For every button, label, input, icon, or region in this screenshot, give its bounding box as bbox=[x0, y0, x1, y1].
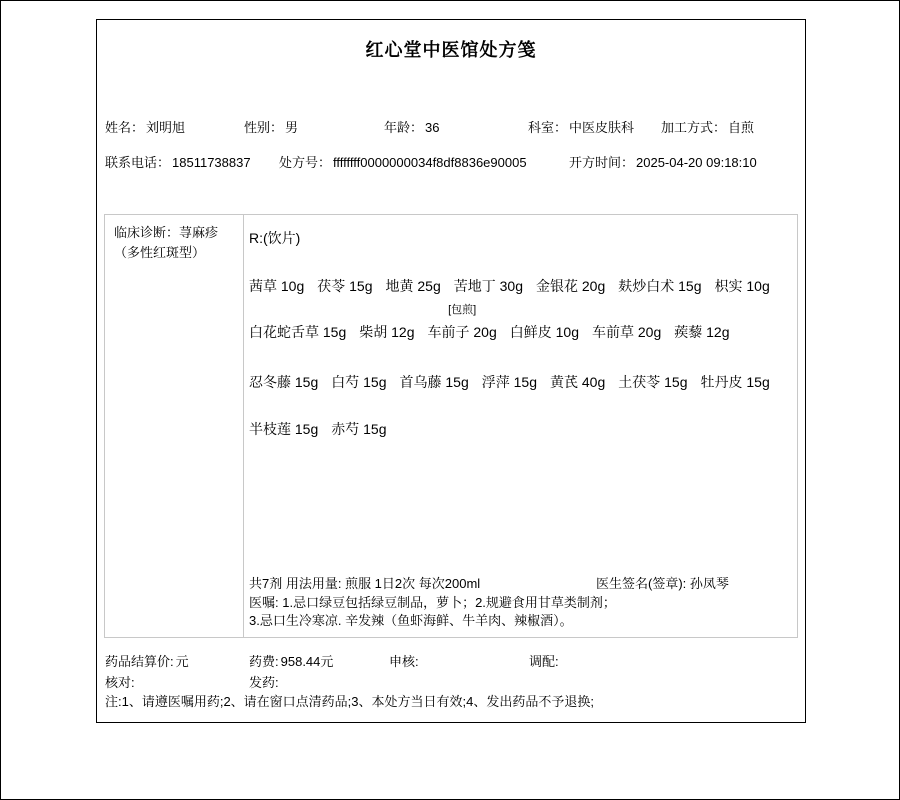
issue-time-field bbox=[569, 152, 757, 171]
medical-advice-line1: 医嘱: 1.忌口绿豆包括绿豆制品，萝卜；2.规避食用甘草类制剂； bbox=[249, 595, 616, 610]
patient-gender-label: 性别： bbox=[244, 120, 284, 135]
patient-age-value: 36 bbox=[425, 120, 440, 135]
medicine-text: 麸炒白术 15g bbox=[618, 278, 702, 294]
medicine-item bbox=[715, 276, 770, 296]
medicine-item bbox=[550, 372, 605, 392]
department-field bbox=[528, 117, 634, 136]
diagnosis-line2: （多性红斑型） bbox=[114, 245, 206, 260]
medicine-item bbox=[249, 302, 346, 342]
phone-label: 联系电话： bbox=[105, 155, 171, 170]
prescription-number-field bbox=[279, 152, 527, 171]
department-label: 科室： bbox=[528, 120, 568, 135]
clinical-diagnosis bbox=[105, 215, 244, 637]
issue-time-value: 2025-04-20 09:18:10 bbox=[636, 155, 757, 170]
patient-age-field bbox=[384, 117, 439, 136]
medicine-item bbox=[536, 276, 605, 296]
settlement-price-label: 药品结算价: bbox=[105, 654, 174, 669]
medicine-text: 蒺藜 12g bbox=[674, 324, 730, 340]
check-field: 核对: bbox=[105, 675, 135, 690]
medicine-item bbox=[249, 372, 318, 392]
medicine-item bbox=[482, 372, 537, 392]
decoction-note: [包煎] bbox=[448, 304, 477, 316]
medicine-text: 苦地丁 30g bbox=[453, 278, 523, 294]
medicine-item bbox=[249, 419, 318, 439]
medicine-text: 茜草 10g bbox=[249, 278, 305, 294]
medicine-item bbox=[701, 372, 770, 392]
medicine-text: 金银花 20g bbox=[536, 278, 606, 294]
phone-value: 18511738837 bbox=[172, 155, 251, 170]
medicine-fee-value: 958.44元 bbox=[280, 654, 334, 669]
medicine-item bbox=[510, 302, 579, 342]
medicine-item bbox=[386, 276, 441, 296]
patient-age-label: 年龄： bbox=[384, 120, 424, 135]
medicine-text: 忍冬藤 15g bbox=[249, 374, 319, 390]
medicine-row bbox=[249, 372, 770, 392]
doctor-signature-label: 医生签名(签章): bbox=[596, 576, 690, 591]
patient-name-value: 刘明旭 bbox=[146, 120, 186, 135]
medicine-row bbox=[249, 276, 770, 296]
medicine-text: 车前草 20g bbox=[592, 324, 662, 340]
medicine-item bbox=[249, 276, 304, 296]
patient-gender-value: 男 bbox=[285, 120, 299, 135]
prepare-field: 调配: bbox=[529, 654, 559, 669]
medicine-fee-field bbox=[249, 651, 333, 670]
medical-advice-line2: 3.忌口生冷寒凉. 辛发辣（鱼虾海鲜、牛羊肉、辣椒酒）。 bbox=[249, 613, 573, 628]
medicine-item bbox=[317, 276, 372, 296]
medicine-text: 首乌藤 15g bbox=[399, 374, 469, 390]
medicine-text: 白花蛇舌草 15g bbox=[249, 324, 347, 340]
medicine-row bbox=[249, 302, 730, 342]
review-field: 申核: bbox=[389, 654, 419, 669]
department-value: 中医皮肤科 bbox=[569, 120, 635, 135]
medicine-text: 茯苓 15g bbox=[317, 278, 373, 294]
medicine-item bbox=[674, 302, 729, 342]
medicine-item bbox=[359, 302, 414, 342]
medicine-item bbox=[331, 372, 386, 392]
footer-notes: 注:1、请遵医嘱用药;2、请在窗口点清药品;3、本处方当日有效;4、发出药品不予退换; bbox=[105, 694, 594, 709]
prescription-box bbox=[104, 214, 798, 638]
doctor-signature-name: 孙凤琴 bbox=[689, 576, 729, 591]
medicine-fee-label: 药费: bbox=[249, 654, 279, 669]
dispense-field: 发药: bbox=[249, 675, 279, 690]
page-title: 红心堂中医馆处方笺 bbox=[365, 40, 537, 60]
medicine-item bbox=[331, 419, 386, 439]
patient-gender-field bbox=[244, 117, 298, 136]
medicine-item bbox=[592, 302, 661, 342]
processing-method-value: 自煎 bbox=[728, 120, 755, 135]
medicine-text: 浮萍 15g bbox=[481, 374, 537, 390]
medicine-text: 车前子 20g bbox=[427, 324, 497, 340]
settlement-price-field bbox=[105, 651, 189, 670]
prescription-number-value: ffffffff0000000034f8df8836e90005 bbox=[333, 155, 527, 170]
rx-header: R:(饮片) bbox=[249, 230, 301, 246]
medicine-text: 柴胡 12g bbox=[359, 324, 415, 340]
medicine-text: 牡丹皮 15g bbox=[700, 374, 770, 390]
medicine-item bbox=[618, 276, 701, 296]
processing-method-field bbox=[661, 117, 754, 136]
patient-name-field bbox=[105, 117, 185, 136]
medicine-row bbox=[249, 419, 387, 439]
phone-field bbox=[105, 152, 251, 171]
medicine-text: 白鲜皮 10g bbox=[509, 324, 579, 340]
prescription-number-label: 处方号： bbox=[279, 155, 332, 170]
diagnosis-line1: 临床诊断：荨麻疹 bbox=[114, 225, 219, 240]
medicine-text: 土茯苓 15g bbox=[618, 374, 688, 390]
usage-instructions: 共7剂 用法用量: 煎服 1日2次 每次200ml bbox=[249, 576, 481, 591]
medicine-text: 枳实 10g bbox=[714, 278, 770, 294]
prescription-content bbox=[244, 215, 797, 637]
medicine-item bbox=[454, 276, 523, 296]
doctor-signature bbox=[596, 573, 729, 592]
medicine-text: 赤芍 15g bbox=[331, 421, 387, 437]
processing-method-label: 加工方式： bbox=[661, 120, 727, 135]
medicine-item bbox=[618, 372, 687, 392]
settlement-price-unit: 元 bbox=[175, 654, 189, 669]
medicine-item bbox=[428, 302, 497, 342]
medicine-text: 黄芪 40g bbox=[550, 374, 606, 390]
medicine-text: 地黄 25g bbox=[385, 278, 441, 294]
patient-name-label: 姓名： bbox=[105, 120, 145, 135]
issue-time-label: 开方时间： bbox=[569, 155, 635, 170]
medicine-text: 半枝莲 15g bbox=[249, 421, 319, 437]
medicine-item bbox=[400, 372, 469, 392]
medicine-text: 白芍 15g bbox=[331, 374, 387, 390]
